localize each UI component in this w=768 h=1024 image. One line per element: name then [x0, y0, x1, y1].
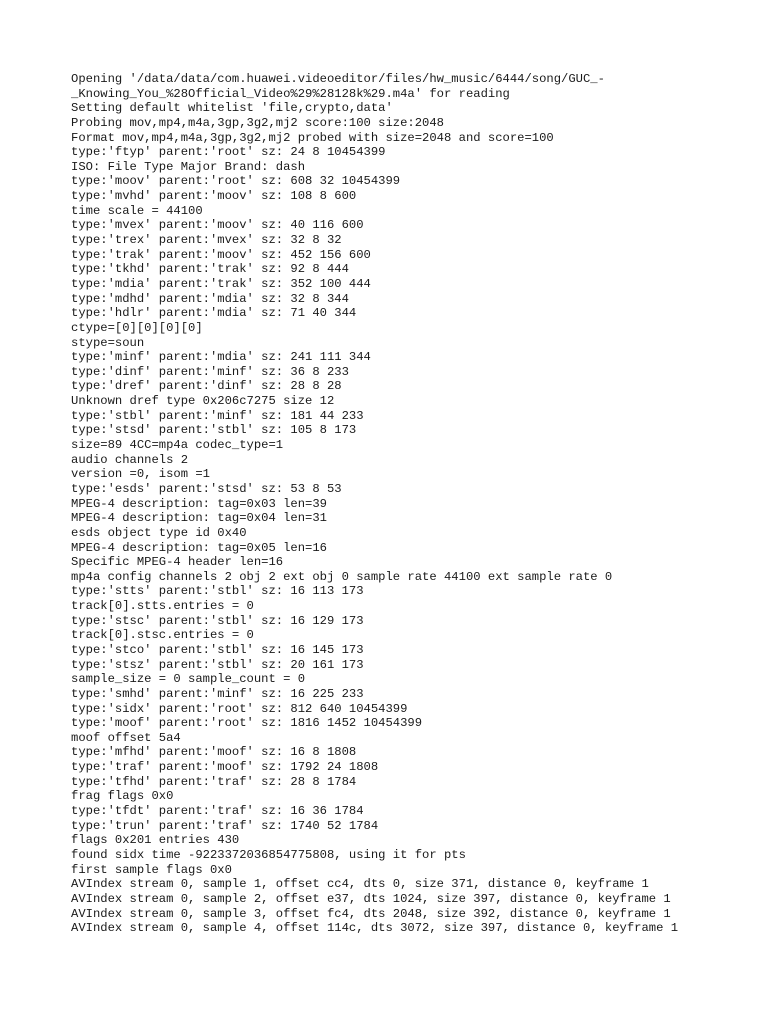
log-line: Unknown dref type 0x206c7275 size 12	[71, 394, 335, 409]
log-line: size=89 4CC=mp4a codec_type=1	[71, 438, 284, 453]
log-line: type:'moof' parent:'root' sz: 1816 1452 10454399	[71, 716, 423, 731]
log-line: mp4a config channels 2 obj 2 ext obj 0 sample rate 44100 ext sample rate 0	[71, 569, 613, 584]
log-line: type:'sidx' parent:'root' sz: 812 640 10454399	[71, 701, 408, 716]
log-text	[71, 72, 761, 936]
log-line: moof offset 5a4	[71, 730, 181, 745]
log-line: type:'minf' parent:'mdia' sz: 241 111 344	[71, 350, 371, 365]
log-line: type:'traf' parent:'moof' sz: 1792 24 1808	[71, 760, 379, 775]
log-line: type:'stsz' parent:'stbl' sz: 20 161 173	[71, 657, 364, 672]
log-line: stype=soun	[71, 335, 145, 350]
log-line: MPEG-4 description: tag=0x04 len=31	[71, 511, 327, 526]
log-line: type:'trak' parent:'moov' sz: 452 156 600	[71, 247, 371, 262]
log-line: Setting default whitelist 'file,crypto,data'	[71, 101, 393, 116]
log-line: type:'tfhd' parent:'traf' sz: 28 8 1784	[71, 774, 357, 789]
log-line: audio channels 2	[71, 452, 189, 467]
log-line: type:'mvhd' parent:'moov' sz: 108 8 600	[71, 189, 357, 204]
log-line: track[0].stts.entries = 0	[71, 599, 254, 614]
log-line: MPEG-4 description: tag=0x03 len=39	[71, 496, 327, 511]
log-line: first sample flags 0x0	[71, 862, 232, 877]
log-line: type:'trex' parent:'mvex' sz: 32 8 32	[71, 233, 342, 248]
log-line: Probing mov,mp4,m4a,3gp,3g2,mj2 score:100 size:2048	[71, 115, 444, 130]
log-line: type:'mdhd' parent:'mdia' sz: 32 8 344	[71, 291, 349, 306]
log-line: type:'moov' parent:'root' sz: 608 32 10454399	[71, 174, 401, 189]
log-line: found sidx time -9223372036854775808, using it for pts	[71, 847, 466, 862]
log-line: type:'tkhd' parent:'trak' sz: 92 8 444	[71, 262, 349, 277]
log-line: type:'stsd' parent:'stbl' sz: 105 8 173	[71, 423, 357, 438]
log-line: type:'stbl' parent:'minf' sz: 181 44 233	[71, 408, 364, 423]
log-line: type:'dinf' parent:'minf' sz: 36 8 233	[71, 364, 349, 379]
log-line: type:'stts' parent:'stbl' sz: 16 113 173	[71, 584, 364, 599]
log-line: ISO: File Type Major Brand: dash	[71, 159, 306, 174]
log-line: AVIndex stream 0, sample 1, offset cc4, dts 0, size 371, distance 0, keyframe 1	[71, 877, 649, 892]
log-line: type:'mvex' parent:'moov' sz: 40 116 600	[71, 218, 364, 233]
log-line: sample_size = 0 sample_count = 0	[71, 672, 306, 687]
log-line: track[0].stsc.entries = 0	[71, 628, 254, 643]
log-line: MPEG-4 description: tag=0x05 len=16	[71, 540, 327, 555]
log-line: AVIndex stream 0, sample 3, offset fc4, dts 2048, size 392, distance 0, keyframe 1	[71, 906, 671, 921]
log-line: type:'esds' parent:'stsd' sz: 53 8 53	[71, 481, 342, 496]
log-line: ctype=[0][0][0][0]	[71, 320, 203, 335]
log-line: type:'mdia' parent:'trak' sz: 352 100 444	[71, 276, 371, 291]
log-line: flags 0x201 entries 430	[71, 833, 240, 848]
log-line: _Knowing_You_%28Official_Video%29%28128k%29.m4a' for reading	[71, 86, 510, 101]
log-line: frag flags 0x0	[71, 789, 174, 804]
log-line: Format mov,mp4,m4a,3gp,3g2,mj2 probed with size=2048 and score=100	[71, 130, 554, 145]
log-line: type:'dref' parent:'dinf' sz: 28 8 28	[71, 379, 342, 394]
log-line: type:'mfhd' parent:'moof' sz: 16 8 1808	[71, 745, 357, 760]
log-line: type:'hdlr' parent:'mdia' sz: 71 40 344	[71, 306, 357, 321]
log-line: esds object type id 0x40	[71, 525, 247, 540]
log-line: AVIndex stream 0, sample 2, offset e37, dts 1024, size 397, distance 0, keyframe 1	[71, 891, 671, 906]
log-line: type:'stco' parent:'stbl' sz: 16 145 173	[71, 642, 364, 657]
log-line: time scale = 44100	[71, 203, 203, 218]
log-line: AVIndex stream 0, sample 4, offset 114c, dts 3072, size 397, distance 0, keyframe 1	[71, 921, 679, 936]
log-line: Opening '/data/data/com.huawei.videoeditor/files/hw_music/6444/song/GUC_-	[71, 72, 605, 86]
log-line: type:'ftyp' parent:'root' sz: 24 8 10454399	[71, 145, 386, 160]
log-line: Specific MPEG-4 header len=16	[71, 555, 284, 570]
log-line: type:'stsc' parent:'stbl' sz: 16 129 173	[71, 613, 364, 628]
log-line: version =0, isom =1	[71, 467, 210, 482]
log-line: type:'trun' parent:'traf' sz: 1740 52 1784	[71, 818, 379, 833]
log-line: type:'smhd' parent:'minf' sz: 16 225 233	[71, 686, 364, 701]
log-line: type:'tfdt' parent:'traf' sz: 16 36 1784	[71, 804, 364, 819]
